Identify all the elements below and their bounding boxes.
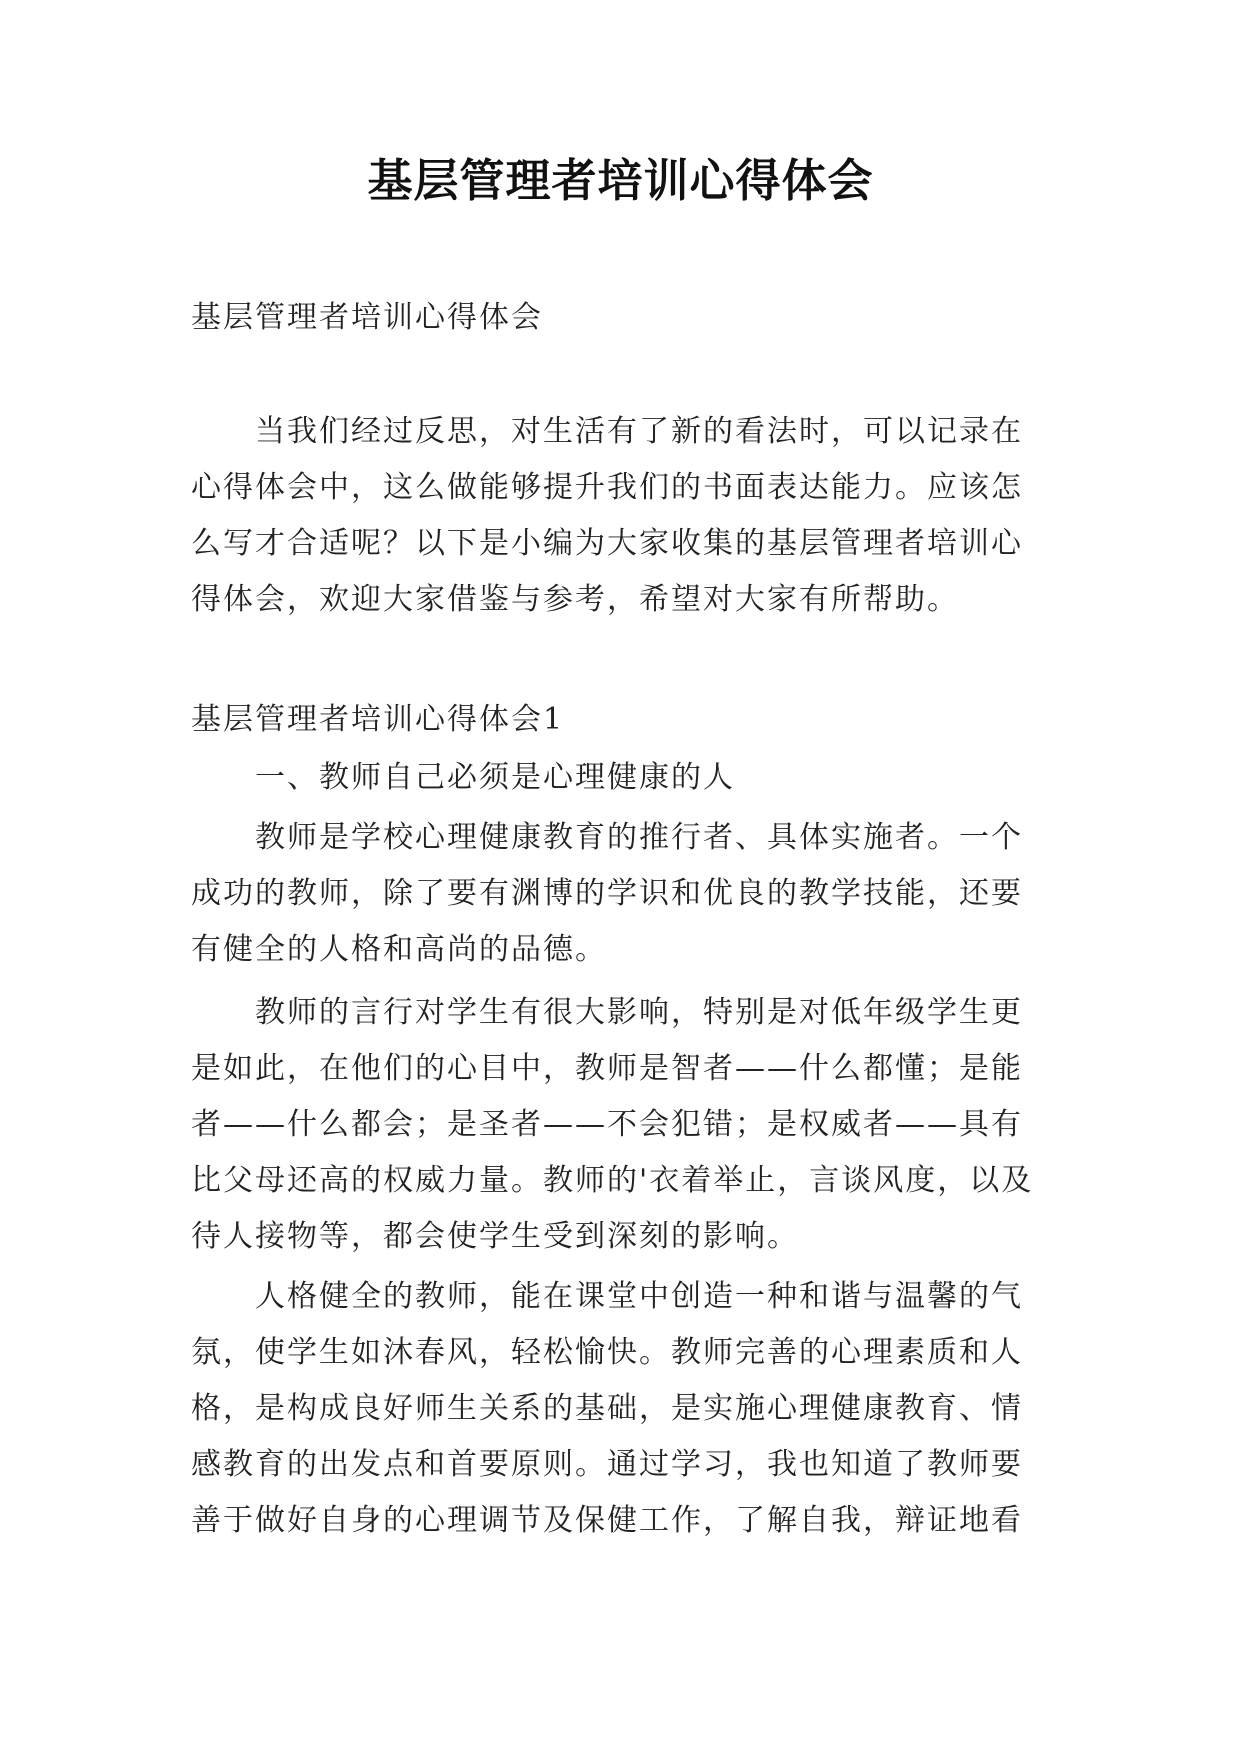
intro-paragraph: 当我们经过反思，对生活有了新的看法时，可以记录在心得体会中，这么做能够提升我们的书面表达能力。应该怎么写才合适呢？以下是小编为大家收集的基层管理者培训心得体会，欢迎大家借鉴与参考，希望对大家有所帮助。: [191, 414, 1023, 617]
section-heading: 基层管理者培训心得体会1: [191, 702, 565, 737]
body-paragraph: 教师是学校心理健康教育的推行者、具体实施者。一个成功的教师，除了要有渊博的学识和优良的教学技能，还要有健全的人格和高尚的品德。: [191, 820, 1023, 967]
body-paragraph: 人格健全的教师，能在课堂中创造一种和谐与温馨的气氛，使学生如沐春风，轻松愉快。教师完善的心理素质和人格，是构成良好师生关系的基础，是实施心理健康教育、情感教育的出发点和首要原则。通过学习，我也知道了教师要善于做好自身的心理调节及保健工作，了解自我，辩证地看: [191, 1279, 1023, 1538]
document-title: 基层管理者培训心得体会: [367, 154, 874, 207]
body-paragraph: 教师的言行对学生有很大影响，特别是对低年级学生更是如此，在他们的心目中，教师是智者——什么都懂；是能者——什么都会；是圣者——不会犯错；是权威者——具有比父母还高的权威力量。教师的'衣着举止，言谈风度，以及待人接物等，都会使学生受到深刻的影响。: [191, 995, 1034, 1254]
document-subtitle: 基层管理者培训心得体会: [191, 300, 543, 335]
point-heading: 一、教师自己必须是心理健康的人: [255, 760, 735, 795]
